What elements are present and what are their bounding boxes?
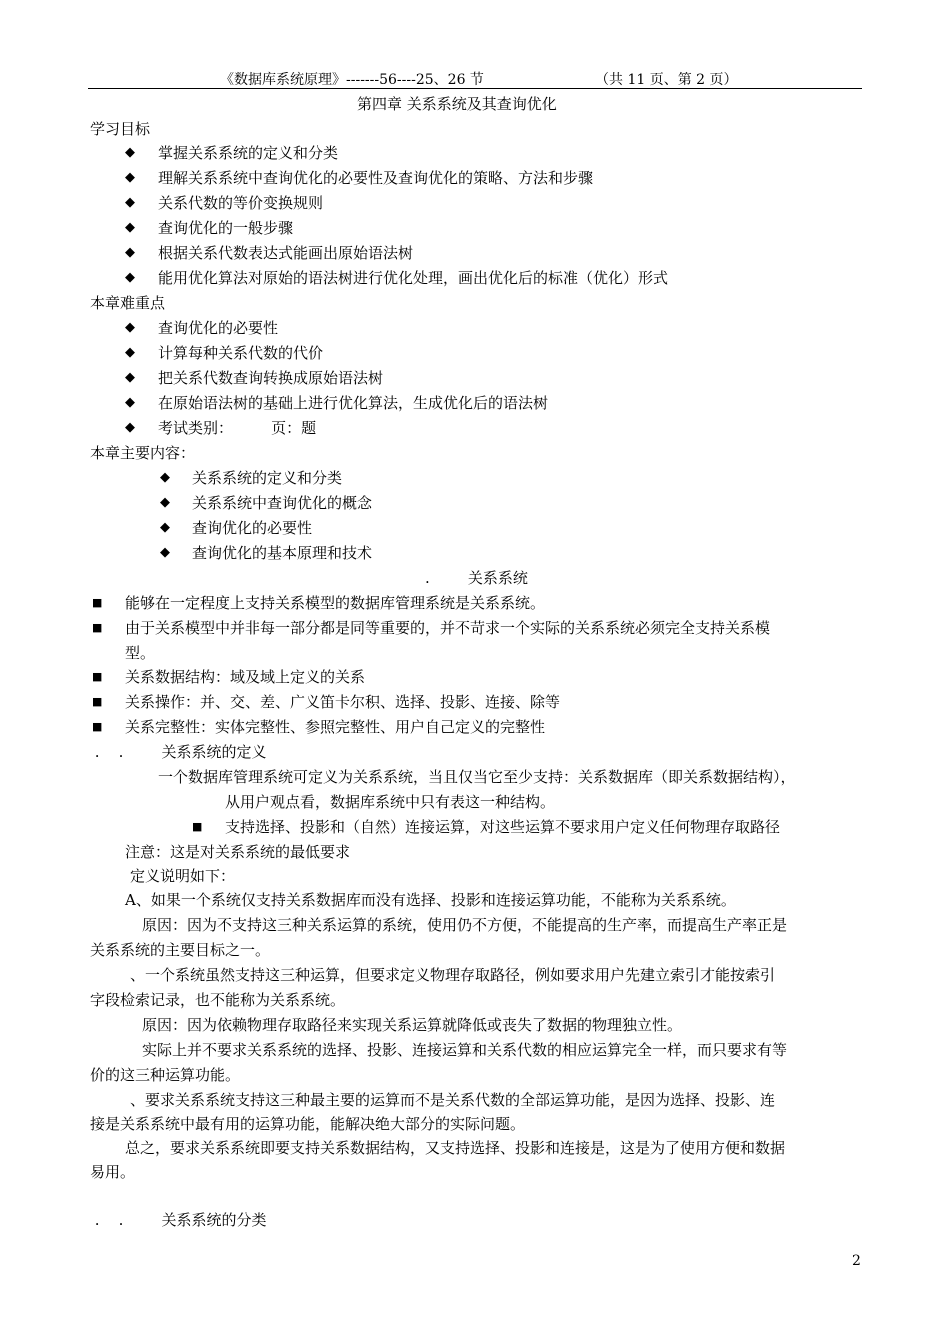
diamond-bullet-icon: ◆ — [125, 145, 135, 160]
main-content-item: 查询优化的基本原理和技术 — [192, 544, 373, 562]
objective-item: 根据关系代数表达式能画出原始语法树 — [158, 244, 414, 262]
reason-1-cont: 关系系统的主要目标之一。 — [90, 941, 271, 959]
section-title: . 关系系统 — [425, 569, 528, 587]
diamond-bullet-icon: ◆ — [125, 345, 135, 360]
diamond-bullet-icon: ◆ — [125, 420, 135, 435]
main-content-item: 关系系统中查询优化的概念 — [192, 494, 373, 512]
section-bullet: 能够在一定程度上支持关系模型的数据库管理系统是关系系统。 — [125, 594, 546, 612]
section-bullet-continuation: 型。 — [125, 644, 156, 662]
reason-2: 原因：因为依赖物理存取路径来实现关系运算就降低或丧失了数据的物理独立性。 — [142, 1016, 683, 1034]
section-bullet: 关系操作：并、交、差、广义笛卡尔积、选择、投影、连接、除等 — [125, 693, 561, 711]
objectives-heading: 学习目标 — [90, 120, 151, 138]
key-point-item: 在原始语法树的基础上进行优化算法，生成优化后的语法树 — [158, 394, 549, 412]
diamond-bullet-icon: ◆ — [125, 320, 135, 335]
section-bullet: 由于关系模型中并非每一部分都是同等重要的，并不苛求一个实际的关系系统必须完全支持关系模 — [125, 619, 771, 637]
objective-item: 理解关系系统中查询优化的必要性及查询优化的策略、方法和步骤 — [158, 169, 594, 187]
diamond-bullet-icon: ◆ — [125, 395, 135, 410]
square-bullet-icon: ■ — [92, 720, 103, 733]
reason-1: 原因：因为不支持这三种关系运算的系统，使用仍不方便，不能提高的生产率，而提高生产率正是 — [142, 916, 788, 934]
summary-text-cont: 易用。 — [90, 1163, 136, 1181]
diamond-bullet-icon: ◆ — [160, 470, 170, 485]
explain-b-cont: 字段检索记录，也不能称为关系系统。 — [90, 991, 346, 1009]
diamond-bullet-icon: ◆ — [160, 520, 170, 535]
subsection-title: . . 关系系统的定义 — [90, 743, 267, 761]
key-point-item: 查询优化的必要性 — [158, 319, 279, 337]
explain-d-cont: 接是关系系统中最有用的运算功能，能解决绝大部分的实际问题。 — [90, 1115, 526, 1133]
section-bullet: 关系数据结构：域及域上定义的关系 — [125, 668, 366, 686]
subsection-title: . . 关系系统的分类 — [90, 1211, 267, 1229]
key-point-item: 把关系代数查询转换成原始语法树 — [158, 369, 384, 387]
key-point-item: 计算每种关系代数的代价 — [158, 344, 324, 362]
section-bullet: 关系完整性：实体完整性、参照完整性、用户自己定义的完整性 — [125, 718, 546, 736]
key-point-item: 考试类别： 页：题 — [158, 419, 317, 437]
square-bullet-icon: ■ — [192, 820, 203, 833]
summary-text: 总之，要求关系系统即要支持关系数据结构，又支持选择、投影和连接是，这是为了使用方便和数据 — [125, 1139, 786, 1157]
header-rule — [88, 88, 862, 89]
square-bullet-icon: ■ — [92, 695, 103, 708]
diamond-bullet-icon: ◆ — [160, 545, 170, 560]
key-points-heading: 本章难重点 — [90, 294, 166, 312]
objective-item: 掌握关系系统的定义和分类 — [158, 144, 339, 162]
square-bullet-icon: ■ — [92, 621, 103, 634]
main-content-heading: 本章主要内容： — [90, 444, 196, 462]
main-content-item: 关系系统的定义和分类 — [192, 469, 343, 487]
explain-c: 实际上并不要求关系系统的选择、投影、连接运算和关系代数的相应运算完全一样，而只要求有等 — [142, 1041, 788, 1059]
diamond-bullet-icon: ◆ — [125, 245, 135, 260]
explain-heading: 定义说明如下： — [130, 867, 236, 885]
definition-bullet: 支持选择、投影和（自然）连接运算，对这些运算不要求用户定义任何物理存取路径 — [225, 818, 781, 836]
explain-c-cont: 价的这三种运算功能。 — [90, 1066, 241, 1084]
diamond-bullet-icon: ◆ — [125, 220, 135, 235]
objective-item: 关系代数的等价变换规则 — [158, 194, 324, 212]
square-bullet-icon: ■ — [92, 670, 103, 683]
objective-item: 查询优化的一般步骤 — [158, 219, 294, 237]
diamond-bullet-icon: ◆ — [125, 270, 135, 285]
explain-d: 、要求关系系统支持这三种最主要的运算而不是关系代数的全部运算功能，是因为选择、投影、连 — [130, 1091, 776, 1109]
running-header-left: 《数据库系统原理》-------56----25、26 节 — [220, 72, 484, 88]
objective-item: 能用优化算法对原始的语法树进行优化处理，画出优化后的标准（优化）形式 — [158, 269, 669, 287]
explain-b: 、一个系统虽然支持这三种运算，但要求定义物理存取路径，例如要求用户先建立索引才能按索引 — [130, 966, 776, 984]
definition-line: 从用户观点看，数据库系统中只有表这一种结构。 — [225, 793, 556, 811]
definition-line: 一个数据库管理系统可定义为关系系统，当且仅当它至少支持：关系数据库（即关系数据结构）， — [158, 768, 796, 786]
diamond-bullet-icon: ◆ — [125, 195, 135, 210]
main-content-item: 查询优化的必要性 — [192, 519, 313, 537]
explain-a: A、如果一个系统仅支持关系数据库而没有选择、投影和连接运算功能，不能称为关系系统。 — [125, 891, 736, 909]
note-text: 注意：这是对关系系统的最低要求 — [125, 843, 351, 861]
square-bullet-icon: ■ — [92, 596, 103, 609]
diamond-bullet-icon: ◆ — [125, 170, 135, 185]
diamond-bullet-icon: ◆ — [160, 495, 170, 510]
page-number: 2 — [852, 1253, 861, 1269]
running-header-right: （共 11 页、第 2 页） — [595, 72, 738, 88]
chapter-title: 第四章 关系系统及其查询优化 — [357, 95, 557, 113]
diamond-bullet-icon: ◆ — [125, 370, 135, 385]
